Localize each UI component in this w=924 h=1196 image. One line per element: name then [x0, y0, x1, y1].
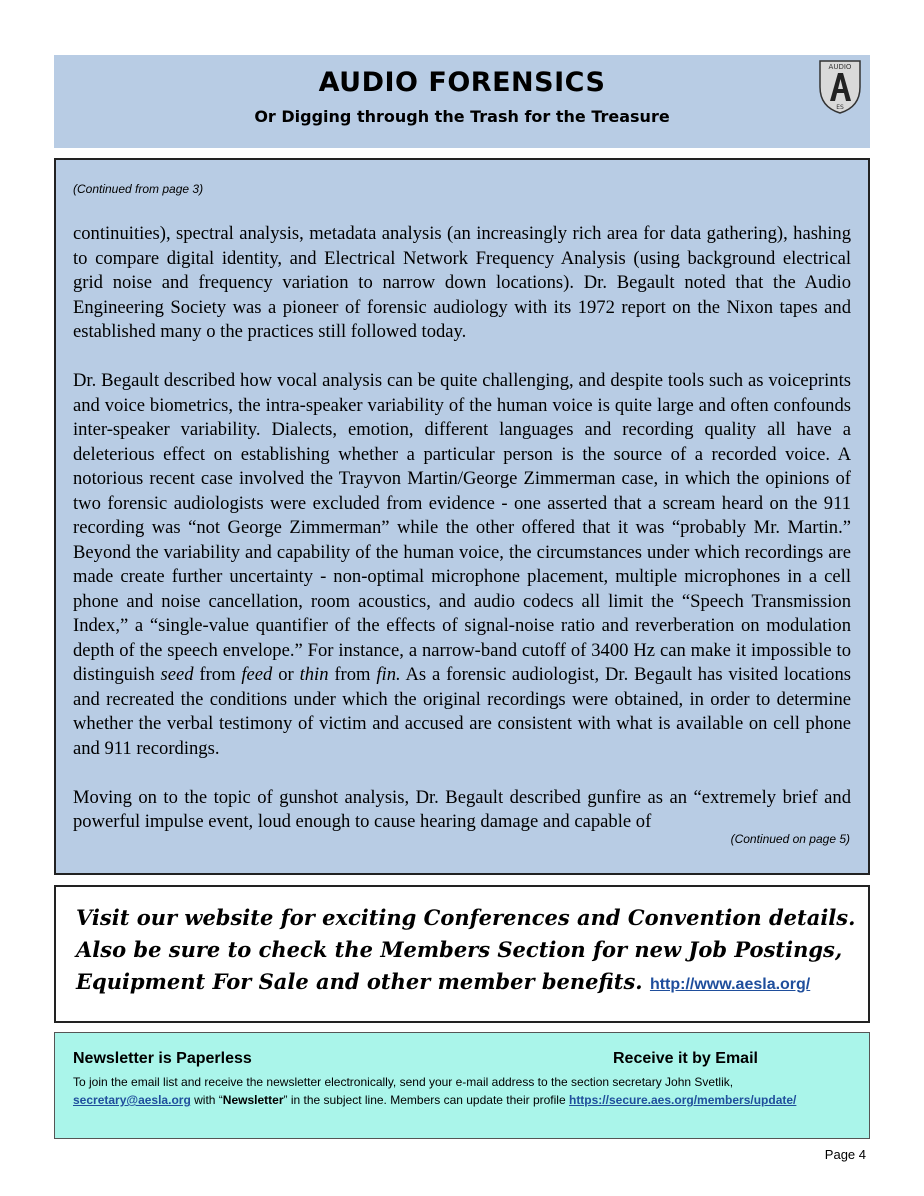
website-promo-box [54, 885, 870, 1023]
paragraph-2-from-2: from [328, 664, 377, 685]
italic-word-feed: feed [241, 664, 273, 685]
newsletter-title: Newsletter is Paperless [73, 1050, 252, 1067]
paragraph-1: continuities), spectral analysis, metadata analysis (an increasingly rich area for data gathering), hashing to compare digital identity, and Electrical Network Frequency Analysis (using background electrical grid noise and frequency variation to narrow down locations). Dr. Begault noted that the Audio Engineering Society was a pioneer of forensic audiology with its 1972 report on the Nixon tapes and established many o the practices still followed today. [73, 223, 851, 342]
paragraph-2-or: or [272, 664, 300, 685]
profile-update-link[interactable]: https://secure.aes.org/members/update/ [568, 1093, 797, 1107]
continued-from-note: (Continued from page 3) [73, 182, 204, 196]
aes-logo-icon [816, 57, 864, 115]
article-body [73, 222, 851, 859]
promo-text [76, 902, 856, 1001]
italic-word-seed: seed [160, 664, 194, 685]
continued-on-note: (Continued on page 5) [730, 832, 850, 846]
promo-message: Visit our website for exciting Conferences and Convention details. Also be sure to check the Members Section for new Job Postings, Equipment For Sale and other member benefits. [76, 905, 856, 994]
newsletter-box [54, 1032, 870, 1139]
website-link[interactable]: http://www.aesla.org/ [649, 976, 811, 993]
paragraph-3: Moving on to the topic of gunshot analysis, Dr. Begault described gunfire as an “extremely brief and powerful impulse event, loud enough to cause hearing damage and capable of [73, 786, 851, 832]
paragraph-2-from-1: from [193, 664, 242, 685]
italic-word-thin: thin [299, 664, 329, 685]
logo-text-top: AUDIO [828, 63, 852, 71]
page-number: Page 4 [824, 1147, 866, 1162]
logo-text-bottom: ES [836, 104, 844, 111]
page-subtitle: Or Digging through the Trash for the Treasure [254, 107, 670, 126]
page-title: AUDIO FORENSICS [318, 67, 606, 98]
secretary-email-link[interactable]: secretary@aesla.org [73, 1093, 191, 1107]
newsletter-text-b: with “ [190, 1093, 223, 1107]
newsletter-text-a: To join the email list and receive the newsletter electronically, send your e-mail address to the section secretary John Svetlik, [73, 1075, 734, 1089]
article-box [54, 158, 870, 875]
newsletter-email-title: Receive it by Email [613, 1050, 758, 1067]
italic-word-fin: fin. [376, 664, 401, 685]
newsletter-keyword: Newsletter [222, 1093, 284, 1107]
paragraph-2-text-a: Dr. Begault described how vocal analysis can be quite challenging, and despite tools such as voiceprints and voice biometrics, the intra-speaker variability of the human voice is quite large and often confounds inter-speaker variability. Dialects, emotion, different languages and recording quality all have a deleterious effect on establishing whether a particular person is the source of a recorded voice. A notorious recent case involved the Trayvon Martin/George Zimmerman case, in which the opinions of two forensic audiologists were excluded from evidence - one asserted that a scream heard on the 911 recording was “not George Zimmerman” while the other offered that it was “probably Mr. Martin.” Beyond the variability and capability of the human voice, the circumstances under which recordings are made create further uncertainty - non-optimal microphone placement, multiple microphones in a cell phone and noise cancellation, room acoustics, and audio codecs all limit the “Speech Transmission Index,” a “single-value quantifier of the effects of signal-noise ratio and reverberation on modulation depth of the speech envelope.” For instance, a narrow-band cutoff of 3400 Hz can make it impossible to distinguish [73, 370, 851, 685]
page-header [54, 55, 870, 148]
newsletter-body [73, 1073, 853, 1109]
newsletter-text-c: ” in the subject line. Members can update their profile [283, 1093, 569, 1107]
paragraph-2 [73, 369, 851, 761]
paragraph-2-text-b: As a forensic audiologist, Dr. Begault has visited locations and recreated the conditions under which the original recordings were obtained, in order to determine whether the verbal testimony of victim and accused are consistent with what is available on cell phone and 911 recordings. [73, 664, 851, 759]
